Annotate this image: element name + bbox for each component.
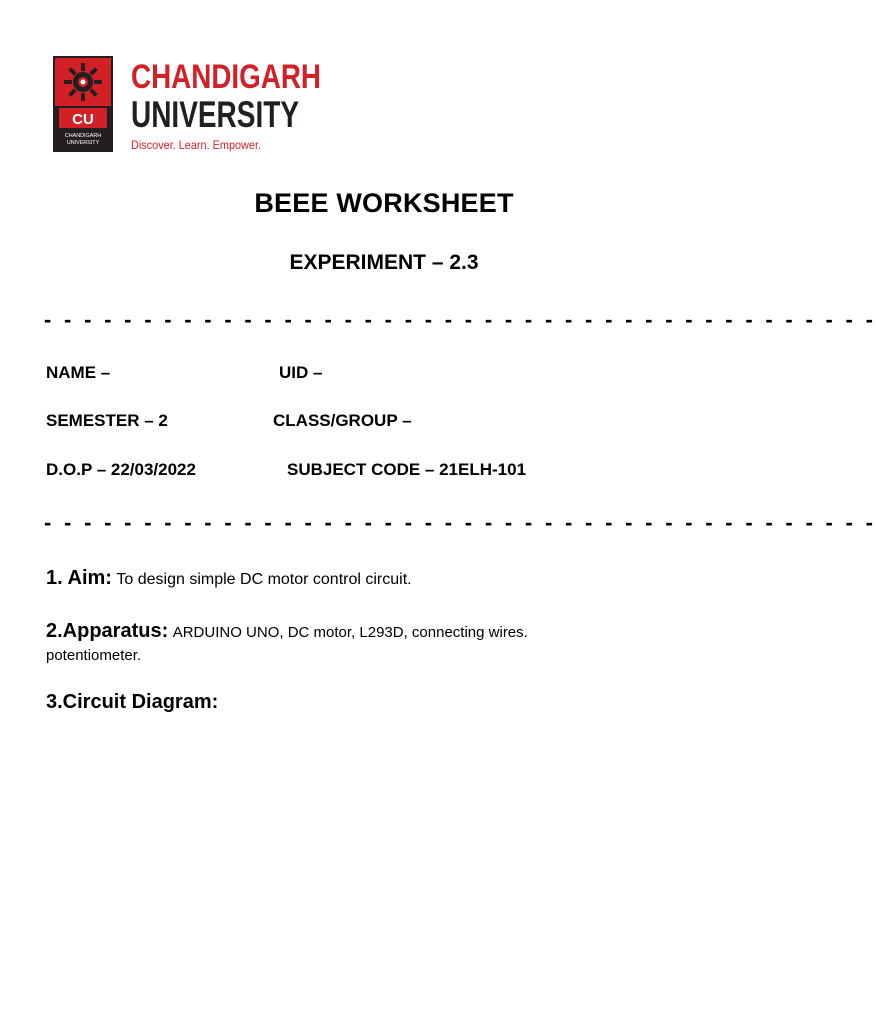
apparatus-text-continued: potentiometer.: [46, 647, 142, 664]
emblem-cu-text: CU: [72, 111, 94, 128]
emblem-caption-1: CHANDIGARH: [64, 133, 102, 139]
uid-field: UID –: [279, 363, 323, 382]
apparatus-text: ARDUINO UNO, DC motor, L293D, connecting wires.: [172, 624, 528, 641]
emblem-caption-2: UNIVERSITY: [66, 140, 100, 146]
class-group-field: CLASS/GROUP –: [273, 411, 412, 430]
apparatus-section: [46, 620, 726, 664]
circuit-diagram-section: [46, 691, 726, 714]
subject-code-field: SUBJECT CODE – 21ELH-101: [287, 460, 527, 479]
semester-field: SEMESTER – 2: [46, 411, 168, 430]
cu-emblem: [53, 56, 113, 152]
apparatus-heading: 2.Apparatus:: [46, 620, 169, 642]
university-wordmark: [131, 58, 323, 150]
wordmark-line2: UNIVERSITY: [131, 94, 300, 135]
aim-text: To design simple DC motor control circuit.: [116, 571, 412, 588]
worksheet-title: BEEE WORKSHEET: [254, 188, 514, 218]
dashed-separator-bottom: - - - - - - - - - - - - - - - - - - - - - - - - - - - - - - - - - - - - - - - - - -: [44, 510, 876, 535]
dashed-separator-top: - - - - - - - - - - - - - - - - - - - - - - - - - - - - - - - - - - - - - - - - - -: [44, 307, 876, 332]
dop-field: D.O.P – 22/03/2022: [46, 460, 196, 479]
wordmark-line1: CHANDIGARH: [131, 58, 321, 96]
tagline: Discover. Learn. Empower.: [131, 138, 261, 152]
experiment-number: EXPERIMENT – 2.3: [289, 251, 479, 274]
university-logo: [53, 56, 323, 152]
aim-section: [46, 567, 726, 590]
circuit-diagram-heading: 3.Circuit Diagram:: [46, 691, 219, 713]
cu-emblem-graphic: [53, 56, 113, 152]
aim-heading: 1. Aim:: [46, 567, 112, 589]
name-field: NAME –: [46, 363, 111, 382]
